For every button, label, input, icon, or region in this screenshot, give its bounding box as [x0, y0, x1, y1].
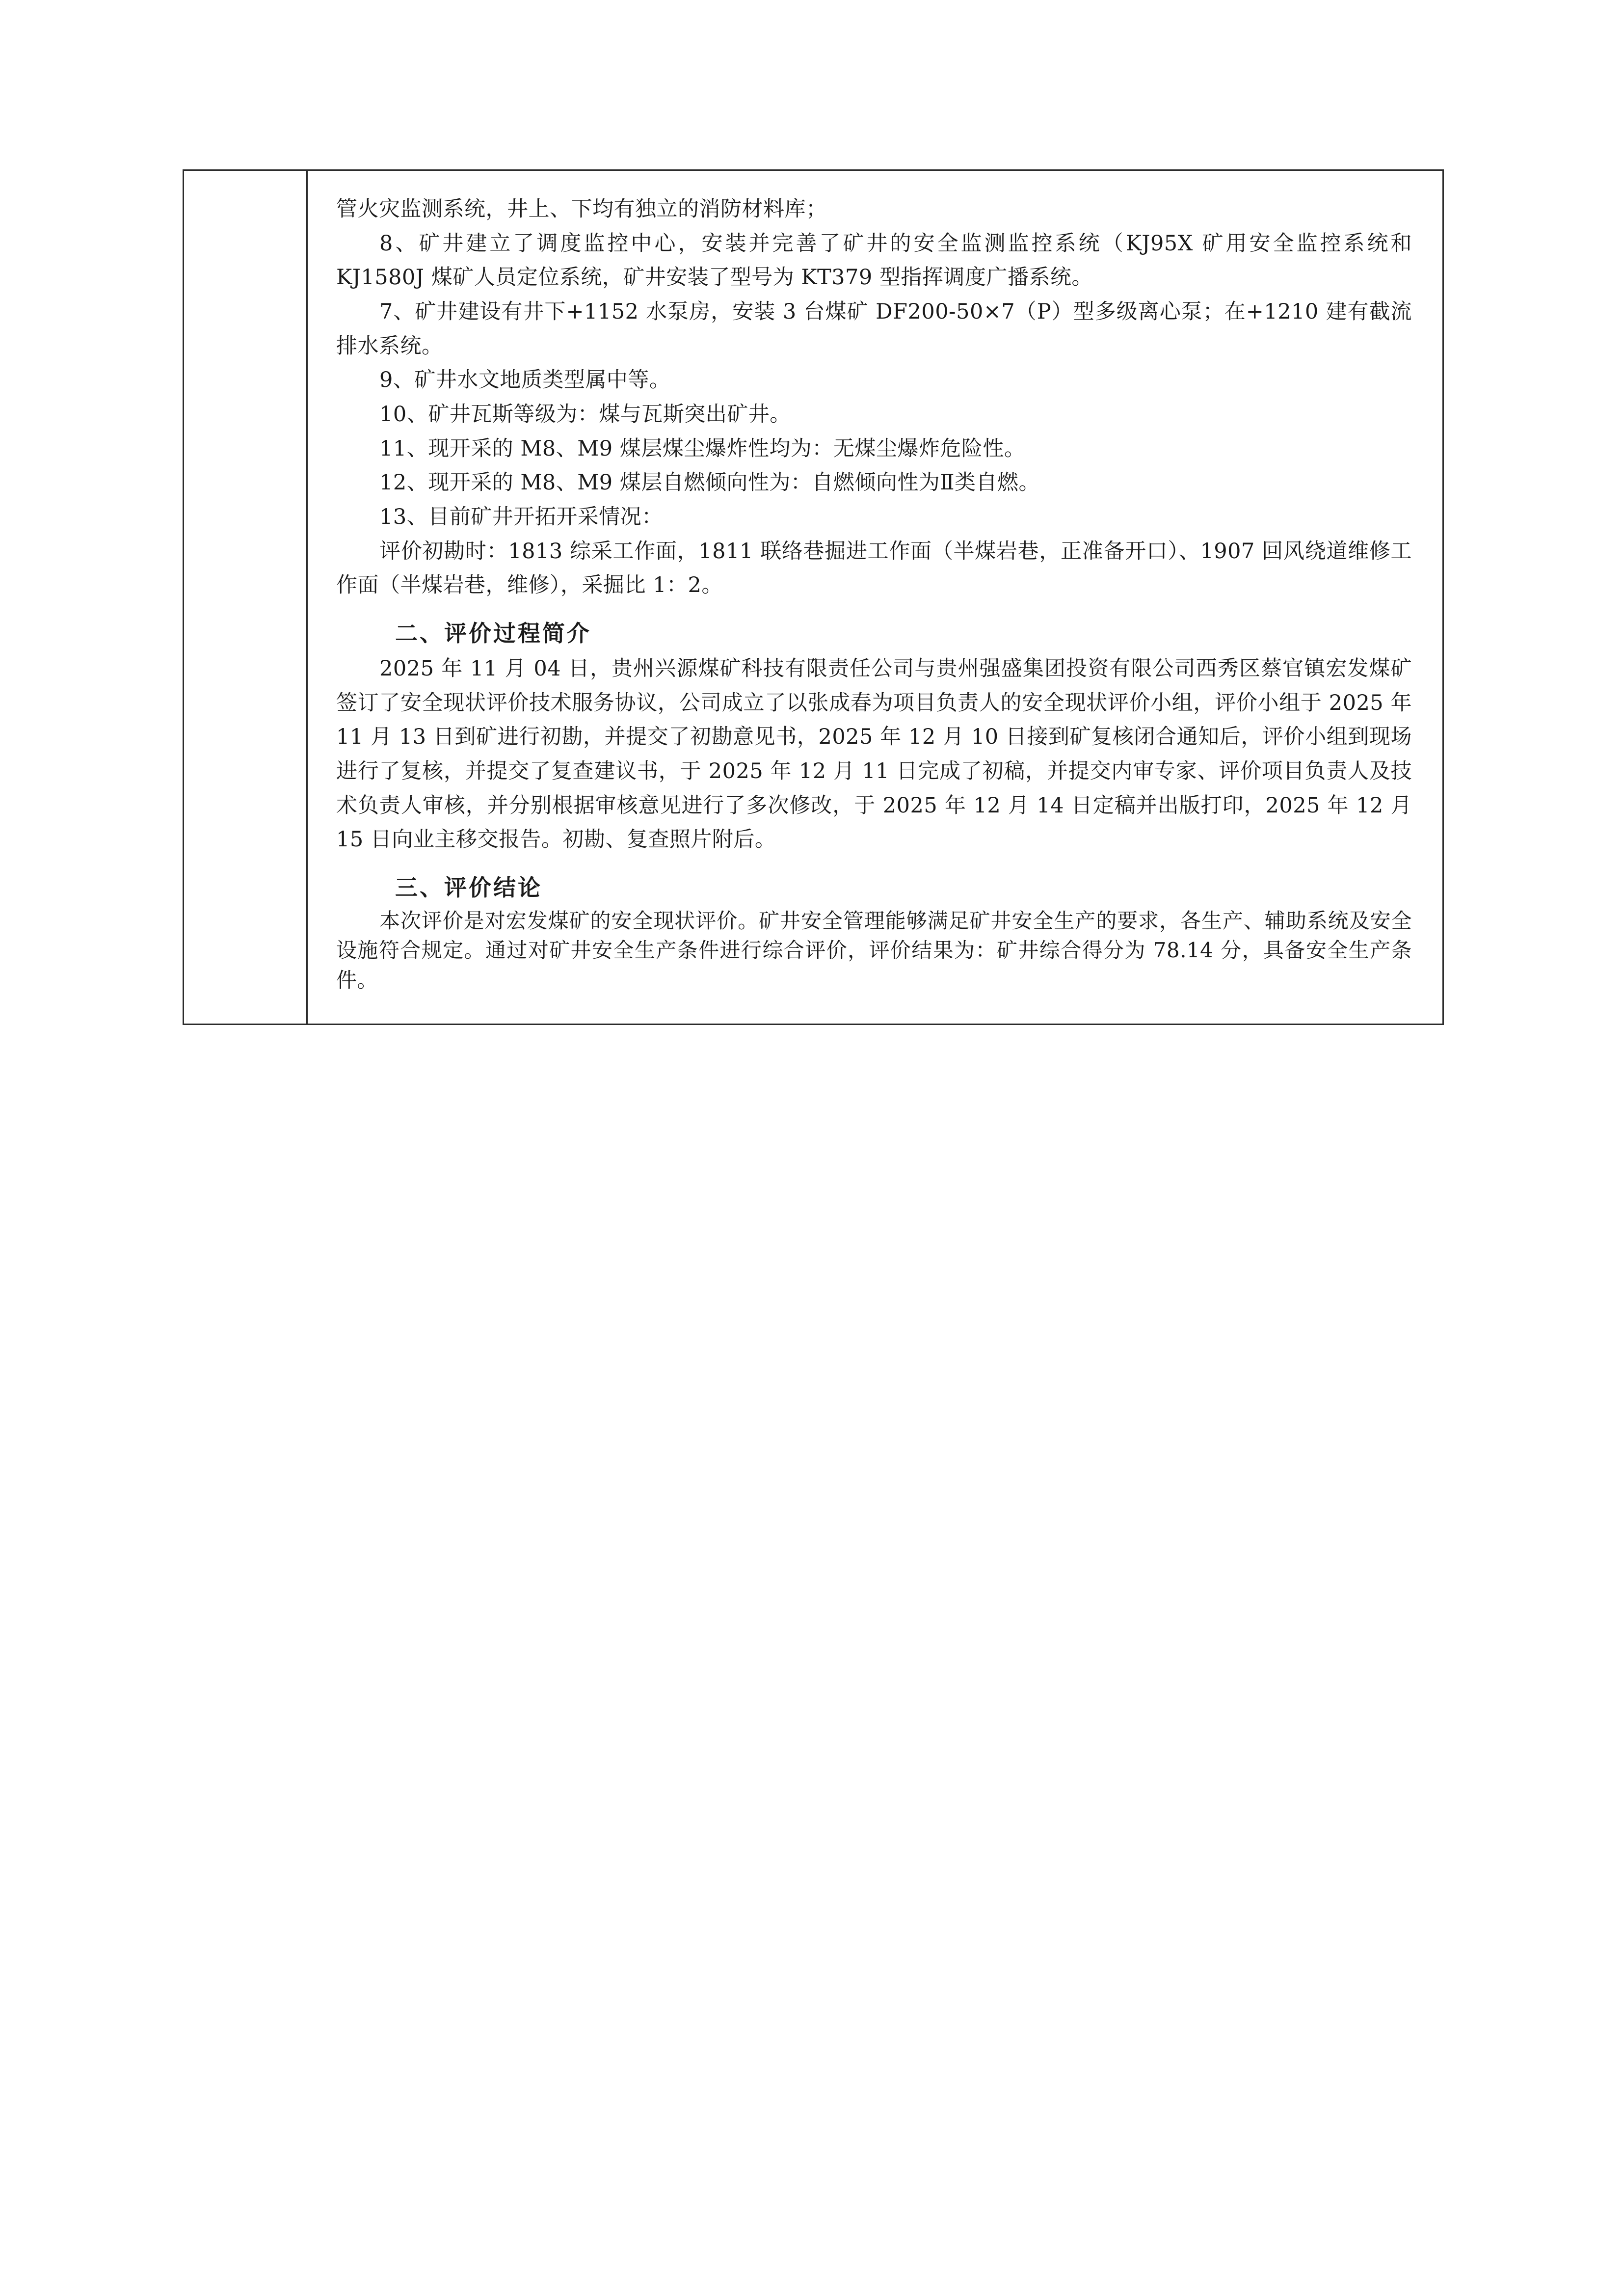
paragraph-item-13-detail: 评价初勘时：1813 综采工作面，1811 联络巷掘进工作面（半煤岩巷，正准备开口）、1907 回风绕道维修工作面（半煤岩巷，维修），采掘比 1：2。 [336, 539, 1412, 598]
paragraph-item-8: 8、矿井建立了调度监控中心，安装并完善了矿井的安全监测监控系统（KJ95X 矿用安全监控系统和 KJ1580J 煤矿人员定位系统，矿井安装了型号为 KT379 型指挥调度广播系统。 [336, 231, 1412, 290]
paragraph-item-13: 13、目前矿井开拓开采情况： [379, 504, 663, 529]
section-two-title: 二、评价过程简介 [395, 620, 591, 647]
paragraph-item-10: 10、矿井瓦斯等级为：煤与瓦斯突出矿井。 [379, 402, 791, 427]
paragraph-item-12: 12、现开采的 M8、M9 煤层自燃倾向性为：自燃倾向性为Ⅱ类自燃。 [379, 470, 1040, 495]
paragraph-item-9: 9、矿井水文地质类型属中等。 [379, 368, 671, 393]
section-three-body: 本次评价是对宏发煤矿的安全现状评价。矿井安全管理能够满足矿井安全生产的要求，各生产、辅助系统及安全设施符合规定。通过对矿井安全生产条件进行综合评价，评价结果为：矿井综合得分为 78.14 分，具备安全生产条件。 [336, 908, 1412, 992]
section-three-title: 三、评价结论 [395, 874, 542, 901]
section-two-body: 2025 年 11 月 04 日，贵州兴源煤矿科技有限责任公司与贵州强盛集团投资有限公司西秀区蔡官镇宏发煤矿签订了安全现状评价技术服务协议，公司成立了以张成春为项目负责人的安全现状评价小组，评价小组于 2025 年 11 月 13 日到矿进行初勘，并提交了初勘意见书，2025 年 12 月 10 日接到矿复核闭合通知后，评价小组到现场进行了复核，并提交了复查建议书，于 2025 年 12 月 11 日完成了初稿，并提交内审专家、评价项目负责人及技术负责人审核，并分别根据审核意见进行了多次修改，于 2025 年 12 月 14 日定稿并出版打印，2025 年 12 月 15 日向业主移交报告。初勘、复查照片附后。 [336, 656, 1412, 852]
table-left-column [184, 171, 308, 1024]
paragraph-item-11: 11、现开采的 M8、M9 煤层煤尘爆炸性均为：无煤尘爆炸危险性。 [379, 436, 1026, 461]
report-table [183, 169, 1444, 1025]
paragraph-item-7: 7、矿井建设有井下+1152 水泵房，安装 3 台煤矿 DF200-50×7（P）型多级离心泵；在+1210 建有截流排水系统。 [336, 299, 1412, 358]
section-one-paragraphs [336, 192, 1412, 603]
table-content-column [308, 171, 1442, 1024]
paragraph-continued: 管火灾监测系统，井上、下均有独立的消防材料库； [336, 197, 827, 221]
section-three-wrapper [336, 906, 1412, 995]
